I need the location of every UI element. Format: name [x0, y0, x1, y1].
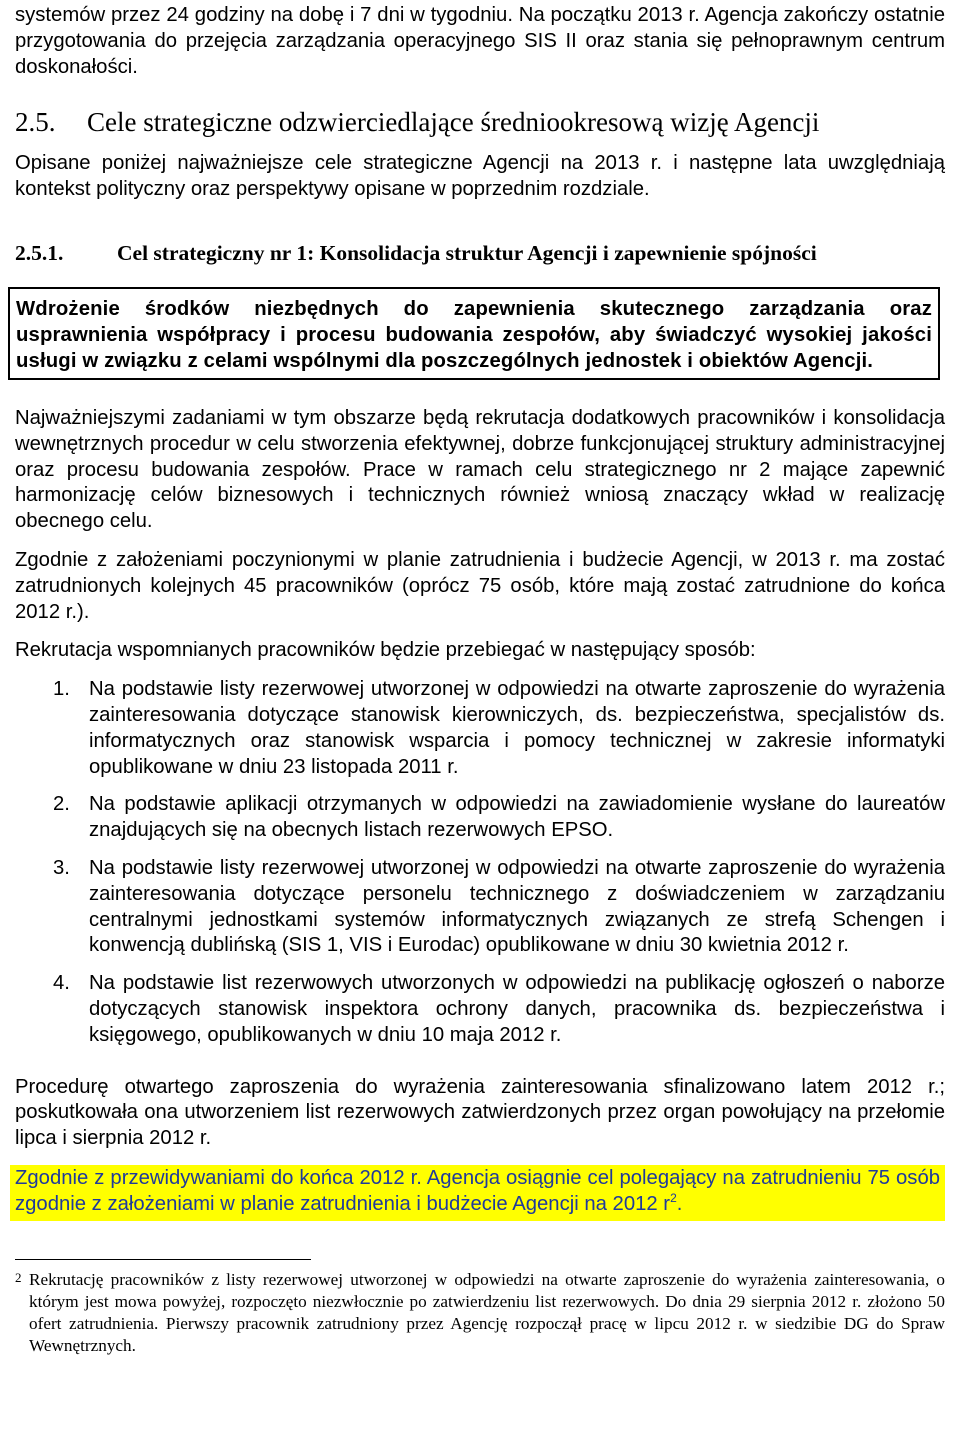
list-item-number: 3.: [53, 856, 70, 879]
highlighted-text: [15, 1166, 940, 1218]
list-item: [15, 792, 945, 844]
document-page: [15, 0, 945, 1358]
list-item-text: Na podstawie listy rezerwowej utworzonej w odpowiedzi na otwarte zaproszenie do wyrażenia zainteresowania dotyczące stanowisk kierowniczych, ds. bezpieczeństwa, specjalistów ds. informatycznych oraz stanowisk wsparcia i pomocy technicznej w zakresie informatyki opublikowane w dniu 23 listopada 2011 r.: [89, 678, 945, 778]
procedure-paragraph: Procedurę otwartego zaproszenia do wyrażenia zainteresowania sfinalizowano latem 2012 r.; poskutkowała ona utworzeniem list rezerwowych zatwierdzonych przez organ powołujący na przełomie lipca i sierpnia 2012 r.: [15, 1075, 945, 1150]
highlighted-text-end: .: [676, 1192, 683, 1215]
section-number: 2.5.: [15, 107, 56, 138]
section-description: Opisane poniżej najważniejsze cele strategiczne Agencji na 2013 r. i następne lata uwzględniają kontekst polityczny oraz perspektywy opisane w poprzednim rozdziale.: [15, 152, 945, 201]
highlighted-statement: [10, 1165, 945, 1221]
highlighted-text-body: Zgodnie z przewidywaniami do końca 2012 r. Agencja osiągnie cel polegający na zatrudnieniu 75 osób zgodnie z założeniami w planie zatrudnienia i budżecie Agencji na 2012 r: [15, 1166, 940, 1215]
list-item: [15, 677, 945, 780]
recruitment-method-list: [15, 677, 945, 1048]
footnote-separator: [15, 1259, 311, 1260]
body-paragraph: Zgodnie z założeniami poczynionymi w planie zatrudnienia i budżecie Agencji, w 2013 r. ma zostać zatrudnionych kolejnych 45 pracowników (oprócz 75 osób, które mają zostać zatrudnione do końca 2012 r.).: [15, 548, 945, 623]
list-item: [15, 971, 945, 1048]
section-title: Cele strategiczne odzwierciedlające średniookresową wizję Agencji: [87, 107, 820, 138]
goal-box-text: Wdrożenie środków niezbędnych do zapewnienia skutecznego zarządzania oraz usprawnienia współpracy i procesu budowania zespołów, aby świadczyć wysokiej jakości usługi w związku z celami wspólnymi dla poszczególnych jednostek i obiektów Agencji.: [16, 297, 932, 372]
intro-paragraph: systemów przez 24 godziny na dobę i 7 dni w tygodniu. Na początku 2013 r. Agencja zakończy ostatnie przygotowania do przejęcia zarządzania operacyjnego SIS II oraz stania się pełnoprawnym centrum doskonałości.: [15, 4, 945, 78]
list-item-text: Na podstawie aplikacji otrzymanych w odpowiedzi na zawiadomienie wysłane do laureatów znajdujących się na obecnych listach rezerwowych EPSO.: [89, 793, 945, 842]
section-heading: [15, 106, 945, 138]
list-item-number: 2.: [53, 793, 70, 816]
subsection-number: 2.5.1.: [15, 240, 64, 265]
list-item-number: 4.: [53, 972, 70, 995]
body-paragraph: Najważniejszymi zadaniami w tym obszarze będą rekrutacja dodatkowych pracowników i konsolidacja wewnętrznych procedur w celu stworzenia efektywnej, dobrze funkcjonującej struktury administracyjnej oraz procesu budowania zespołów. Prace w ramach celu strategicznego nr 2 mające zapewnić harmonizację celów biznesowych i technicznych również wniosą znaczący wkład w realizację obecnego celu.: [15, 406, 945, 533]
list-item-text: Na podstawie listy rezerwowej utworzonej w odpowiedzi na otwarte zaproszenie do wyrażenia zainteresowania dotyczące personelu technicznego z doświadczeniem w zarządzaniu centralnymi jednostkami systemów informatycznych związanych ze strefą Schengen i konwencją dublińską (SIS 1, VIS i Eurodac) opublikowane w dniu 30 kwietnia 2012 r.: [89, 856, 945, 957]
goal-box: [8, 287, 940, 380]
list-item-number: 1.: [53, 678, 70, 701]
subsection-title: Cel strategiczny nr 1: Konsolidacja struktur Agencji i zapewnienie spójności: [117, 240, 817, 265]
footnote: [15, 1269, 945, 1358]
subsection-heading: [15, 239, 945, 267]
footnote-mark: 2: [15, 1269, 22, 1285]
footnote-reference[interactable]: 2: [670, 1190, 677, 1205]
list-item: [15, 856, 945, 959]
list-item-text: Na podstawie list rezerwowych utworzonych w odpowiedzi na publikację ogłoszeń o naborze dotyczących stanowisk inspektora ochrony danych, pracownika ds. bezpieczeństwa i księgowego, opublikowanych w dniu 10 maja 2012 r.: [89, 972, 945, 1046]
footnote-text: Rekrutację pracowników z listy rezerwowej utworzonej w odpowiedzi na otwarte zaproszenie do wyrażenia zainteresowania, o którym jest mowa powyżej, rozpoczęto niezwłocznie po zatwierdzeniu list rezerwowych. Do dnia 29 sierpnia 2012 r. złożono 50 ofert zatrudnienia. Pierwszy pracownik zatrudniony przez Agencję rozpoczął pracę w lipcu 2012 r. w siedzibie DG do Spraw Wewnętrznych.: [29, 1269, 945, 1356]
body-paragraph: Rekrutacja wspomnianych pracowników będzie przebiegać w następujący sposób:: [15, 639, 756, 662]
